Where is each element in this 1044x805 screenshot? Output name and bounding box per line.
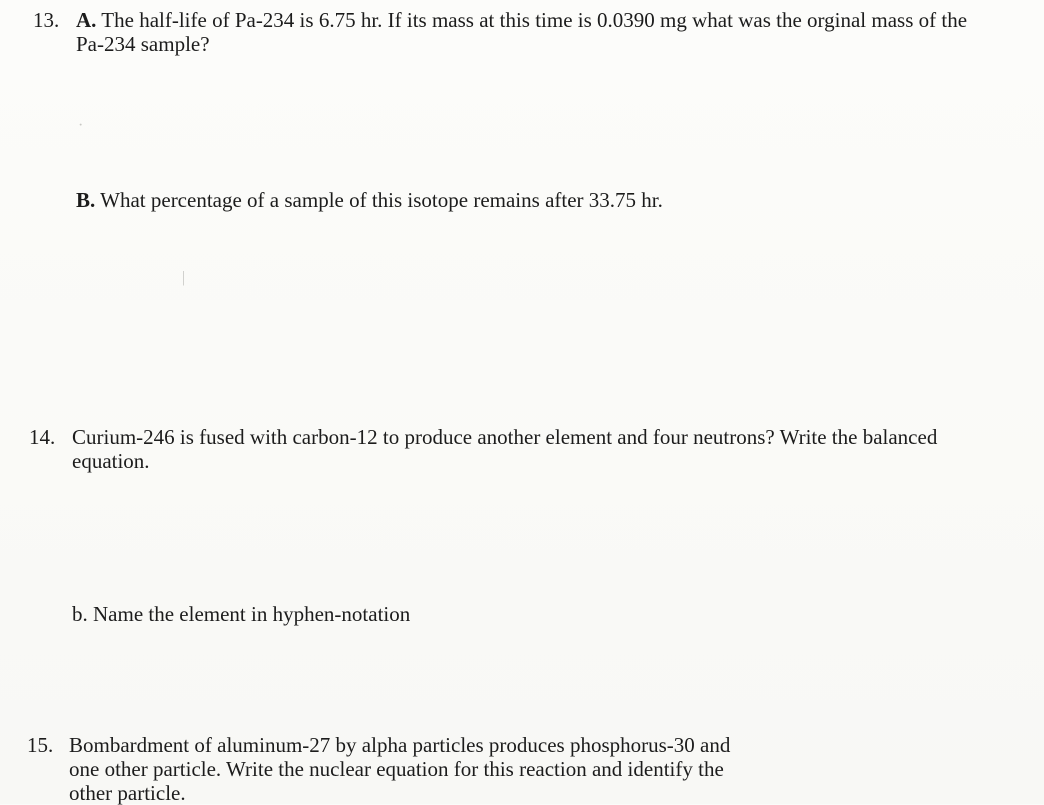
question-text: The half-life of Pa-234 is 6.75 hr. If its mass at this time is 0.0390 mg what was the orginal mass of the (101, 8, 968, 32)
scan-mark: | (182, 269, 186, 286)
question-text: What percentage of a sample of this isotope remains after 33.75 hr. (100, 188, 663, 212)
question-text-line: Pa-234 sample? (76, 32, 210, 56)
question-text-line: Curium-246 is fused with carbon-12 to produce another element and four neutrons? Write the balanced (72, 425, 938, 449)
question-14 (29, 425, 1029, 625)
question-text-line: Bombardment of aluminum-27 by alpha particles produces phosphorus-30 and (69, 733, 731, 757)
question-15-text (69, 733, 869, 805)
question-15 (27, 733, 1027, 805)
question-number: 14. (29, 425, 56, 449)
question-13-part-b (76, 188, 663, 212)
question-number: 13. (33, 8, 60, 32)
question-text-line: equation. (72, 449, 150, 473)
question-text-line (76, 8, 1036, 32)
question-13-part-a (76, 8, 1036, 56)
part-letter: B. (76, 188, 96, 212)
question-text-line: other particle. (69, 781, 186, 805)
scan-mark: · (78, 117, 84, 134)
part-letter: A. (76, 8, 97, 32)
question-14-text (72, 425, 1032, 473)
question-14-part-b: b. Name the element in hyphen-notation (72, 602, 411, 626)
question-13 (33, 8, 1033, 218)
question-number: 15. (27, 733, 54, 757)
question-text-line: one other particle. Write the nuclear equation for this reaction and identify the (69, 757, 724, 781)
